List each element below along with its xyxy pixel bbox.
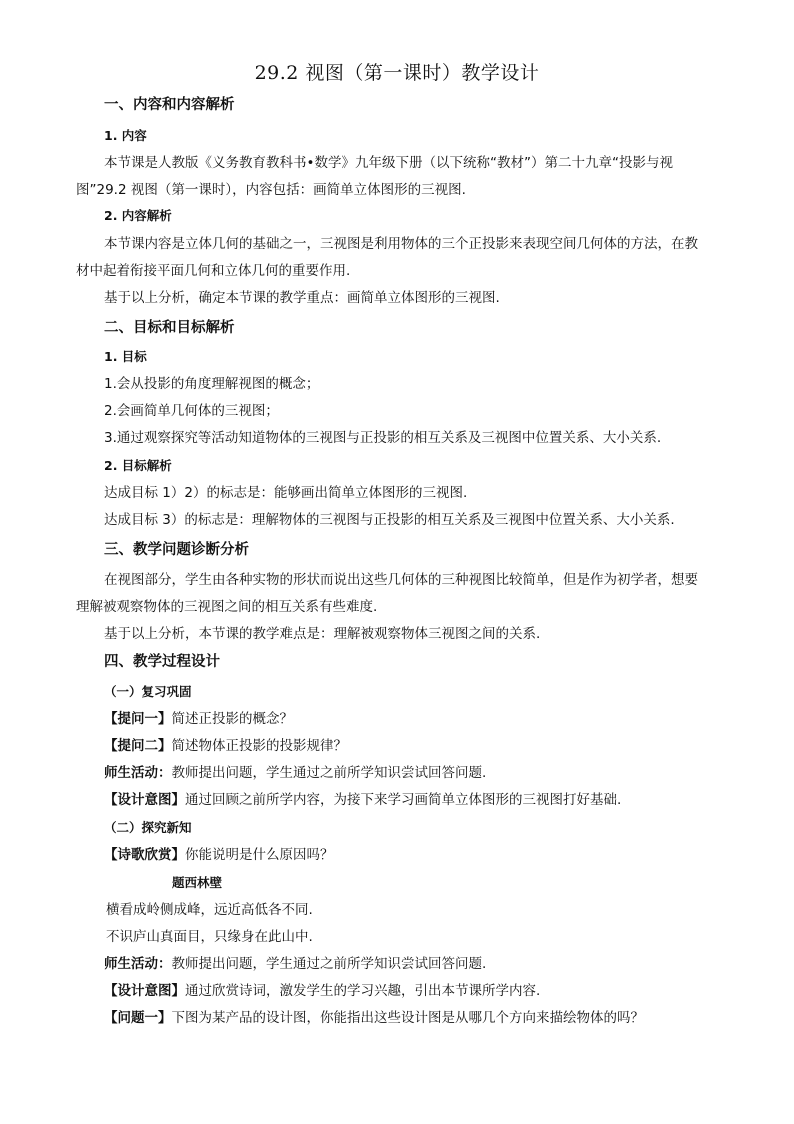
document-title: 29.2 视图（第一课时）教学设计 [254,62,540,84]
subsection-label-goal-analysis: 2. 目标解析 [104,458,172,473]
question-2-tag: 【提问二】 [104,738,172,754]
paragraph-analysis-line2: 材中起着衔接平面几何和立体几何的重要作用. [76,263,351,279]
paragraph-analysis-line1: 本节课内容是立体几何的基础之一，三视图是利用物体的三个正投影来表现空间几何体的方法，在教 [104,236,698,252]
goal-item-3: 3.通过观察探究等活动知道物体的三视图与正投影的相互关系及三视图中位置关系、大小关系. [104,430,662,446]
design-intent-1-text: 通过回顾之前所学内容，为接下来学习画简单立体图形的三视图打好基础. [185,792,622,808]
design-intent-2-tag: 【设计意图】 [104,983,185,999]
poem-appreciation-tag: 【诗歌欣赏】 [104,847,185,863]
design-intent-2 [104,981,540,1001]
design-intent-2-text: 通过欣赏诗词，激发学生的学习兴趣，引出本节课所学内容. [185,983,541,999]
question-2 [104,736,347,756]
poem-appreciation [104,845,334,865]
design-intent-1-tag: 【设计意图】 [104,792,185,808]
problem-1-text: 下图为某产品的设计图，你能指出这些设计图是从哪几个方向来描绘物体的吗？ [171,1010,644,1026]
activity-1-tag: 师生活动： [104,765,172,781]
paragraph-content-line2: 图”29.2 视图（第一课时），内容包括：画简单立体图形的三视图. [76,182,466,198]
question-1-tag: 【提问一】 [104,711,172,727]
poem-title: 题西林壁 [172,875,223,890]
paragraph-diagnosis-line1: 在视图部分，学生由各种实物的形状而说出这些几何体的三种视图比较简单，但是作为初学者，想要 [104,572,698,588]
subsection-label-goals: 1. 目标 [104,349,147,364]
problem-1-tag: 【问题一】 [104,1010,172,1026]
paragraph-key-point: 基于以上分析，确定本节课的教学重点：画简单立体图形的三视图. [104,290,500,306]
goal-analysis-2: 达成目标 3）的标志是：理解物体的三视图与正投影的相互关系及三视图中位置关系、大小关系. [104,512,675,528]
question-problem-1 [104,1008,644,1028]
section-heading-4: 四、教学过程设计 [104,654,220,670]
activity-1-text: 教师提出问题，学生通过之前所学知识尝试回答问题. [171,765,487,781]
paragraph-diagnosis-line2: 理解被观察物体的三视图之间的相互关系有些难度. [76,599,378,615]
subsection-label-explore: （二）探究新知 [104,820,192,835]
question-1 [104,709,293,729]
question-1-text: 简述正投影的概念？ [171,711,293,727]
subsection-label-content: 1. 内容 [104,128,147,143]
design-intent-1 [104,790,621,810]
goal-item-2: 2.会画简单几何体的三视图； [104,403,279,419]
goal-item-1: 1.会从投影的角度理解视图的概念； [104,376,320,392]
section-heading-1: 一、内容和内容解析 [104,97,235,113]
subsection-label-content-analysis: 2. 内容解析 [104,208,172,223]
section-heading-2: 二、目标和目标解析 [104,320,235,336]
teacher-student-activity-1 [104,763,486,783]
subsection-label-review: （一）复习巩固 [104,684,192,699]
teacher-student-activity-2 [104,954,486,974]
question-2-text: 简述物体正投影的投影规律？ [171,738,347,754]
activity-2-tag: 师生活动： [104,956,172,972]
poem-line-1: 横看成岭侧成峰，远近高低各不同. [106,902,313,918]
paragraph-content-line1: 本节课是人教版《义务教育教科书•数学》九年级下册（以下统称“教材”）第二十九章“投影与视 [104,155,673,171]
poem-line-2: 不识庐山真面目，只缘身在此山中. [106,929,313,945]
goal-analysis-1: 达成目标 1）2）的标志是：能够画出简单立体图形的三视图. [104,485,468,501]
section-heading-3: 三、教学问题诊断分析 [104,542,249,558]
poem-appreciation-question: 你能说明是什么原因吗？ [185,847,334,863]
activity-2-text: 教师提出问题，学生通过之前所学知识尝试回答问题. [171,956,487,972]
paragraph-difficulty: 基于以上分析，本节课的教学难点是：理解被观察物体三视图之间的关系. [104,626,541,642]
